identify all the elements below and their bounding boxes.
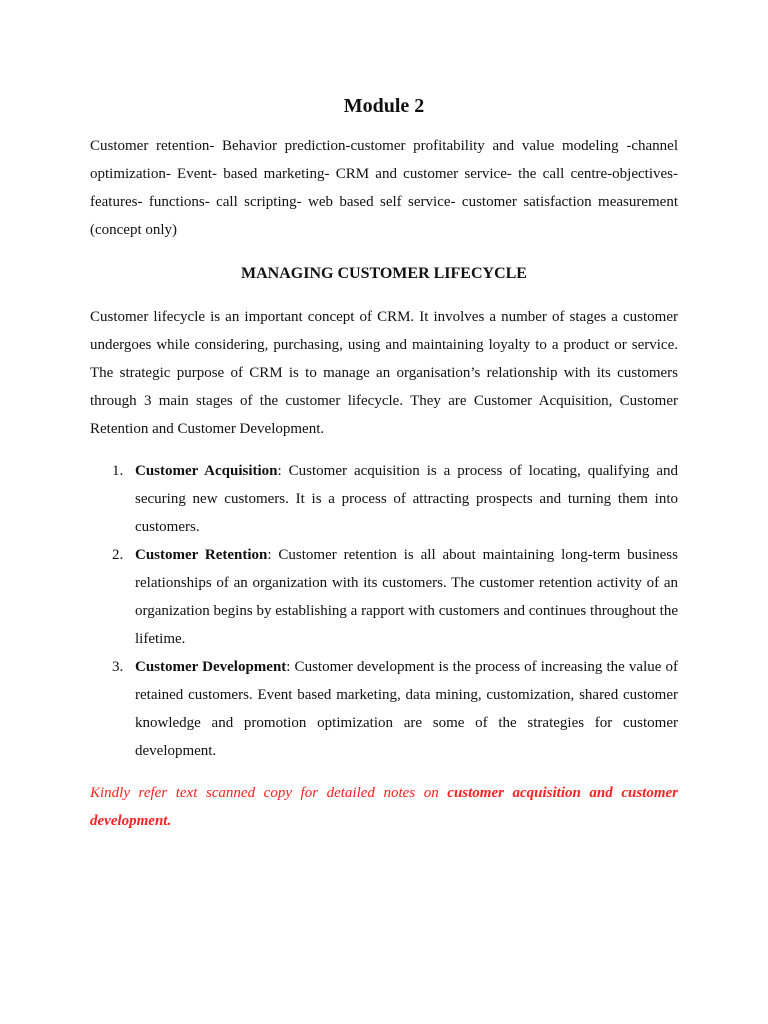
list-item-number: 3. [112, 659, 124, 675]
list-item-number: 2. [112, 547, 124, 563]
page-title: Module 2 [343, 95, 425, 117]
list-item-description: : Customer acquisition is a process of locating, qualifying and securing new customers. It is a process of attracting prospects and turning them into customers. [135, 463, 678, 535]
list-item-customer-acquisition [90, 457, 678, 541]
list-item-term: Customer Acquisition [135, 463, 278, 479]
lifecycle-stages-list [90, 457, 678, 765]
list-item-description: : Customer development is the process of increasing the value of retained customers. Event based marketing, data mining, customization, shared customer knowledge and promotion optimization are some of the strategies for customer development. [135, 659, 678, 759]
section-heading: MANAGING CUSTOMER LIFECYCLE [241, 265, 527, 282]
reference-note-emphasis: customer acquisition and customer development. [90, 785, 678, 829]
module-topics-paragraph: Customer retention- Behavior prediction-customer profitability and value modeling -channel optimization- Event- based marketing- CRM and customer service- the call centre-objectives-features- functions- call scripting- web based self service- customer satisfaction measurement (concept only) [90, 138, 678, 238]
lifecycle-paragraph: Customer lifecycle is an important concept of CRM. It involves a number of stages a customer undergoes while considering, purchasing, using and maintaining loyalty to a product or service. The strategic purpose of CRM is to manage an organisation’s relationship with its customers through 3 main stages of the customer lifecycle. They are Customer Acquisition, Customer Retention and Customer Development. [90, 309, 678, 437]
list-item-term: Customer Retention [135, 547, 268, 563]
reference-note-prefix: Kindly refer text scanned copy for detailed notes on [90, 785, 448, 801]
list-item-customer-retention [90, 541, 678, 653]
list-item-term: Customer Development [135, 659, 287, 675]
reference-note [90, 779, 678, 835]
list-item-customer-development [90, 653, 678, 765]
list-item-description: : Customer retention is all about maintaining long-term business relationships of an organization with its customers. The customer retention activity of an organization begins by establishing a rapport with customers and continues throughout the lifetime. [135, 547, 678, 647]
list-item-number: 1. [112, 463, 124, 479]
